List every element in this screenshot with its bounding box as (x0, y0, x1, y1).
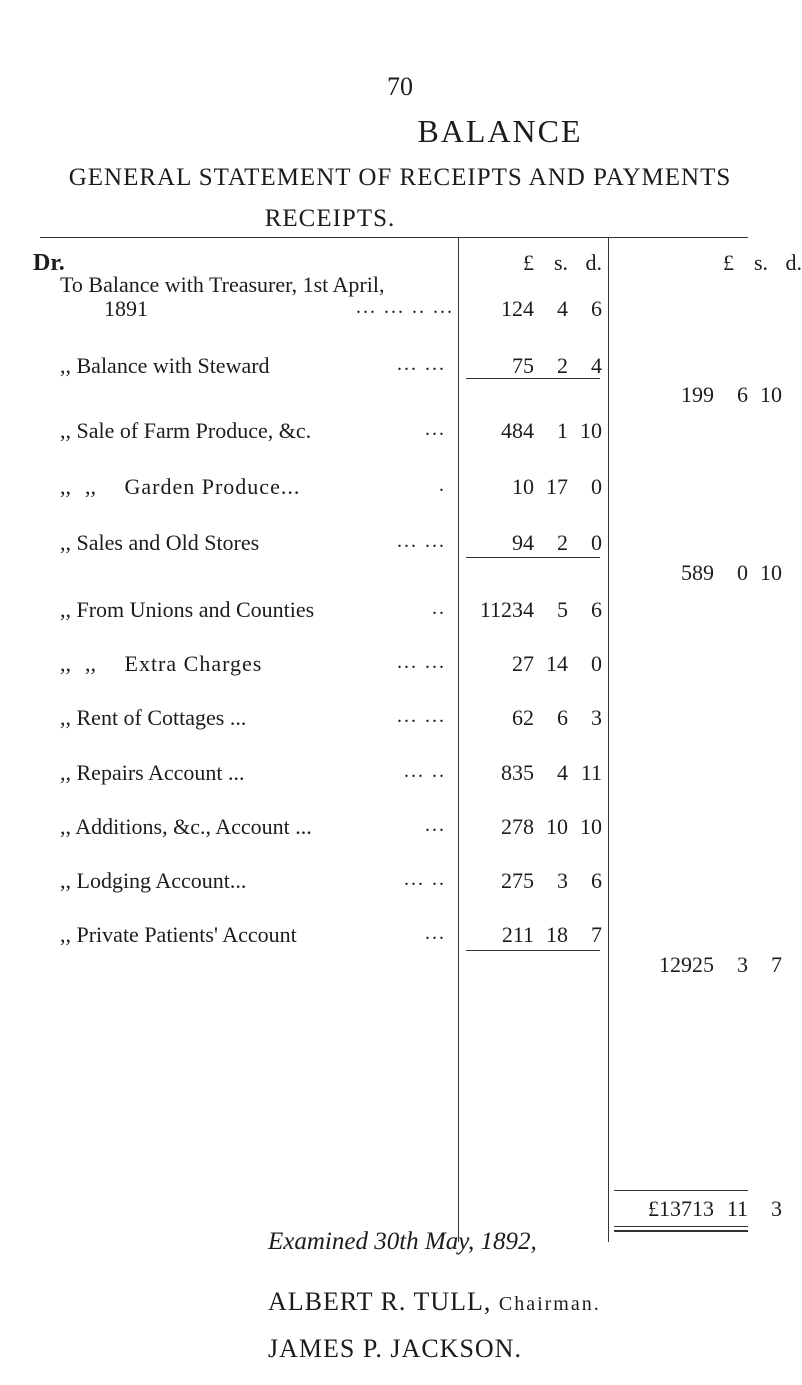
grand-total-top-rule (614, 1190, 748, 1191)
table-row (60, 474, 300, 500)
amount-pence: 0 (591, 474, 602, 499)
grand-total-pence: 3 (771, 1196, 782, 1221)
leader-dots: ... ... .. ... (356, 296, 454, 318)
subtotal-rule (466, 950, 600, 951)
page-number: 70 (387, 72, 413, 101)
amount-shillings: 6 (557, 705, 568, 730)
leader-dots: ... ... (397, 353, 446, 375)
amount-pence: 0 (591, 651, 602, 676)
subtotal-pence: 10 (760, 560, 782, 585)
amount-pounds: 94 (512, 530, 534, 555)
row-amount (474, 705, 602, 731)
row-amount (474, 296, 602, 322)
subtotal-pounds: 589 (681, 560, 714, 585)
amount-pence: 3 (591, 705, 602, 730)
amount-pence: 10 (580, 418, 602, 443)
amount-shillings: 17 (546, 474, 568, 499)
amount-pence: 10 (580, 814, 602, 839)
leader-dots: ... (425, 814, 446, 836)
pence-header: d. (785, 250, 802, 275)
row-prefix: ,, (60, 651, 71, 676)
examined-note: Examined 30th May, 1892, (268, 1228, 537, 1255)
subtotal-shillings: 6 (737, 382, 748, 407)
table-top-rule (40, 237, 748, 238)
table-row (60, 353, 270, 379)
row-description: Repairs Account ... (76, 760, 245, 785)
amount-pounds: 75 (512, 353, 534, 378)
row-description: Rent of Cottages ... (76, 705, 247, 730)
table-row (60, 597, 314, 623)
pounds-header: £ (523, 250, 534, 275)
row-description: Balance with Steward (76, 353, 270, 378)
items-column-right-rule (608, 237, 609, 1242)
amount-pence: 11 (580, 760, 602, 785)
row-prefix: ,, (60, 760, 71, 785)
shillings-header: s. (553, 250, 568, 275)
row-ditto: ,, (85, 651, 96, 676)
signatory-chairman (268, 1287, 601, 1317)
table-row (60, 760, 245, 786)
signatory-name: JAMES P. JACKSON. (268, 1334, 522, 1363)
section-label: RECEIPTS. (264, 205, 396, 232)
row-amount (474, 597, 602, 623)
amount-shillings: 4 (557, 760, 568, 785)
signatory-role: Chairman. (498, 1293, 601, 1315)
signatory (268, 1334, 522, 1364)
grand-total (612, 1196, 782, 1222)
amount-pounds: 835 (501, 760, 534, 785)
row-prefix: ,, (60, 705, 71, 730)
row-description: Sale of Farm Produce, &c. (76, 418, 312, 443)
subtotal-pounds: 199 (681, 382, 714, 407)
signatory-name: ALBERT R. TULL, (268, 1287, 492, 1316)
row-prefix: ,, (60, 597, 71, 622)
leader-dots: ... (425, 418, 446, 440)
amount-pence: 7 (591, 922, 602, 947)
subtotal-pence: 7 (771, 952, 782, 977)
row-prefix: ,, (60, 530, 71, 555)
amount-pounds: 62 (512, 705, 534, 730)
row-amount (474, 760, 602, 786)
amount-shillings: 2 (557, 353, 568, 378)
leader-dots: ... .. (404, 868, 446, 890)
subtotal-pounds: 12925 (659, 952, 714, 977)
amount-pounds: 211 (501, 922, 534, 947)
grand-total-pounds: £13713 (648, 1196, 714, 1221)
row-amount (474, 418, 602, 444)
amount-shillings: 4 (557, 296, 568, 321)
row-amount (474, 651, 602, 677)
subtotal-rule (466, 557, 600, 558)
row-description: Sales and Old Stores (76, 530, 260, 555)
leader-dots: ... .. (404, 760, 446, 782)
subtotal (624, 560, 782, 586)
table-row (60, 651, 262, 677)
row-amount (474, 814, 602, 840)
row-description-continued: 1891 (104, 296, 148, 321)
table-row (60, 868, 246, 894)
dr-label: Dr. (33, 250, 65, 276)
table-row (60, 705, 246, 731)
amount-pounds: 10 (512, 474, 534, 499)
subtotal (624, 952, 782, 978)
table-row (60, 922, 297, 948)
amount-pounds: 124 (501, 296, 534, 321)
row-amount (474, 474, 602, 500)
amount-pence: 6 (591, 597, 602, 622)
amount-shillings: 18 (546, 922, 568, 947)
table-row (60, 530, 259, 556)
grand-total-shillings: 11 (726, 1196, 748, 1221)
shillings-header: s. (753, 250, 768, 275)
row-prefix: ,, (60, 353, 71, 378)
table-row (60, 418, 311, 444)
items-column-header (474, 250, 602, 276)
totals-column-header (624, 250, 802, 276)
leader-dots: ... ... (397, 530, 446, 552)
statement-subtitle: GENERAL STATEMENT OF RECEIPTS AND PAYMENTS (68, 164, 732, 191)
amount-pounds: 11234 (479, 597, 534, 622)
row-prefix: To (60, 272, 83, 297)
leader-dots: ... ... (397, 651, 446, 673)
subtotal-shillings: 0 (737, 560, 748, 585)
row-amount (474, 868, 602, 894)
row-amount (474, 353, 602, 379)
amount-shillings: 1 (557, 418, 568, 443)
leader-dots: ... ... (397, 705, 446, 727)
row-description: Garden Produce... (124, 474, 301, 499)
row-description: Additions, &c., Account ... (75, 814, 312, 839)
subtotal-shillings: 3 (737, 952, 748, 977)
row-description: From Unions and Counties (76, 597, 315, 622)
row-description: Private Patients' Account (76, 922, 297, 947)
amount-pounds: 484 (501, 418, 534, 443)
leader-dots: ... (425, 922, 446, 944)
grand-total-double-rule (614, 1230, 748, 1232)
row-ditto: ,, (85, 474, 96, 499)
row-description: Extra Charges (124, 651, 263, 676)
row-prefix: ,, (60, 868, 71, 893)
row-amount (474, 530, 602, 556)
row-prefix: ,, (60, 814, 71, 839)
amount-pence: 6 (591, 868, 602, 893)
subtotal-rule (466, 378, 600, 379)
amount-shillings: 2 (557, 530, 568, 555)
amount-shillings: 10 (546, 814, 568, 839)
pence-header: d. (585, 250, 602, 275)
pounds-header: £ (723, 250, 734, 275)
row-prefix: ,, (60, 418, 71, 443)
row-description: Lodging Account... (76, 868, 247, 893)
row-prefix: ,, (60, 922, 71, 947)
amount-pounds: 275 (501, 868, 534, 893)
subtotal (624, 382, 782, 408)
amount-shillings: 5 (557, 597, 568, 622)
amount-pence: 6 (591, 296, 602, 321)
page-title: BALANCE (417, 113, 583, 149)
leader-dots: .. (432, 597, 446, 619)
grand-total-double-rule (614, 1226, 748, 1227)
amount-pounds: 278 (501, 814, 534, 839)
row-prefix: ,, (60, 474, 71, 499)
amount-pence: 4 (591, 353, 602, 378)
row-description: Balance with Treasurer, 1st April, (88, 272, 385, 297)
table-row (60, 272, 384, 298)
amount-pence: 0 (591, 530, 602, 555)
items-column-left-rule (458, 237, 459, 1242)
amount-pounds: 27 (512, 651, 534, 676)
row-amount (474, 922, 602, 948)
leader-dots: . (439, 474, 446, 496)
amount-shillings: 14 (546, 651, 568, 676)
amount-shillings: 3 (557, 868, 568, 893)
table-row (60, 814, 312, 840)
subtotal-pence: 10 (760, 382, 782, 407)
